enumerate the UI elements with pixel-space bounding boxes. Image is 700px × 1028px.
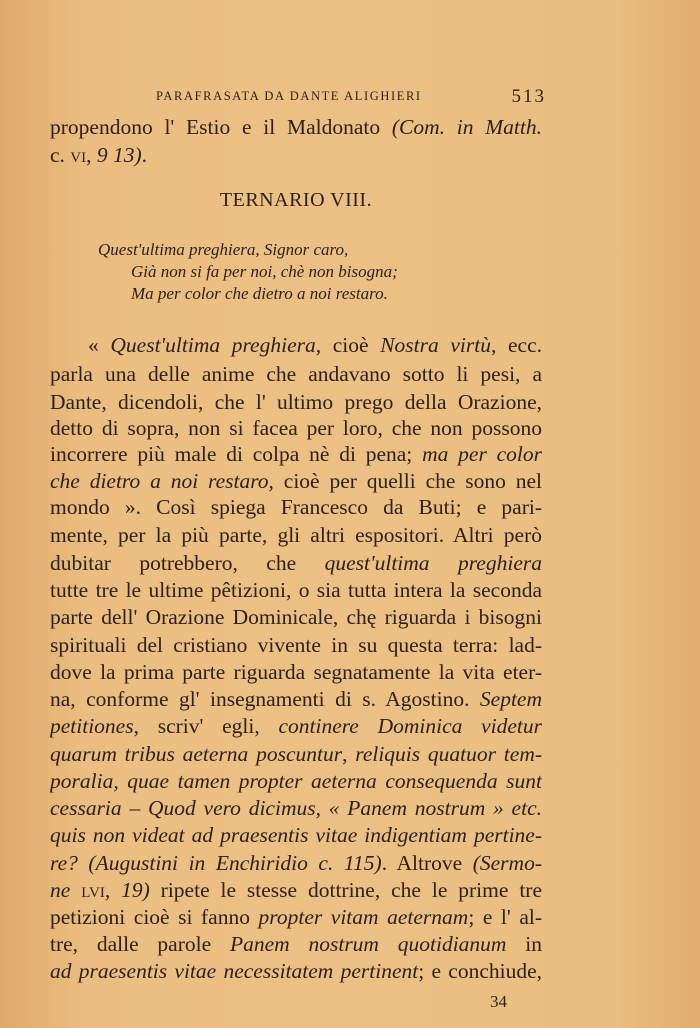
text-line: parla una delle anime che andavano sotto li pesi, a [50, 362, 542, 386]
text-line: che dietro a noi restaro, cioè per quelli che sono nel [50, 469, 542, 493]
text-line: re? (Augustini in Enchiridio c. 115). Altrove (Sermo- [50, 851, 542, 875]
text-line: petizioni cioè si fanno propter vitam aeternam; e l' al- [50, 905, 542, 929]
text-line: cessaria – Quod vero dicimus, « Panem nostrum » etc. [50, 796, 542, 820]
section-heading: TERNARIO VIII. [219, 189, 373, 211]
text-line: detto di sopra, non si facea per loro, che non possono [50, 416, 542, 440]
text-line: petitiones, scriv' egli, continere Dominica videtur [50, 714, 542, 738]
text-line: parte dell' Orazione Dominicale, chę riguarda i bisogni [50, 605, 542, 629]
verse-line: Già non si fa per noi, chè non bisogna; [131, 262, 398, 281]
signature-mark: 34 [490, 992, 507, 1011]
text-line: mondo ». Così spiega Francesco da Buti; e pari- [50, 495, 542, 519]
text-line: c. vi, 9 13). [50, 143, 148, 167]
text-line: quis non videat ad praesentis vitae indigentiam pertine- [50, 823, 542, 847]
text-line: quarum tribus aeterna poscuntur, reliquis quatuor tem- [50, 742, 542, 766]
text-line: na, conforme gl' insegnamenti di s. Agostino. Septem [50, 687, 542, 711]
text-line: dove la prima parte riguarda segnatamente la vita eter- [50, 660, 542, 684]
running-head [156, 86, 546, 108]
text-line: Dante, dicendoli, che l' ultimo prego della Orazione, [50, 390, 542, 414]
text-line: incorrere più male di colpa nè di pena; ma per color [50, 442, 542, 466]
text-line: tre, dalle parole Panem nostrum quotidianum in [50, 932, 542, 956]
text-line: spirituali del cristiano vivente in su questa terra: lad- [50, 633, 542, 657]
text-line: tutte tre le ultime pêtizioni, o sia tutta intera la seconda [50, 578, 542, 602]
page-number: 513 [511, 86, 546, 107]
text-line: ne lvi, 19) ripete le stesse dottrine, che le prime tre [50, 878, 542, 902]
verse-line: Quest'ultima preghiera, Signor caro, [98, 240, 349, 259]
text-line: « Quest'ultima preghiera, cioè Nostra virtù, ecc. [88, 333, 542, 357]
text-line: poralia, quae tamen propter aeterna consequenda sunt [50, 769, 542, 793]
text-line: mente, per la più parte, gli altri espositori. Altri però [50, 523, 542, 547]
text-line: ad praesentis vitae necessitatem pertinent; e conchiude, [50, 959, 542, 983]
text-line: propendono l' Estio e il Maldonato (Com. in Matth. [50, 115, 542, 139]
text-line: dubitar potrebbero, che quest'ultima preghiera [50, 551, 542, 575]
verse-line: Ma per color che dietro a noi restaro. [131, 284, 388, 303]
running-title: PARAFRASATA DA DANTE ALIGHIERI [156, 89, 422, 103]
